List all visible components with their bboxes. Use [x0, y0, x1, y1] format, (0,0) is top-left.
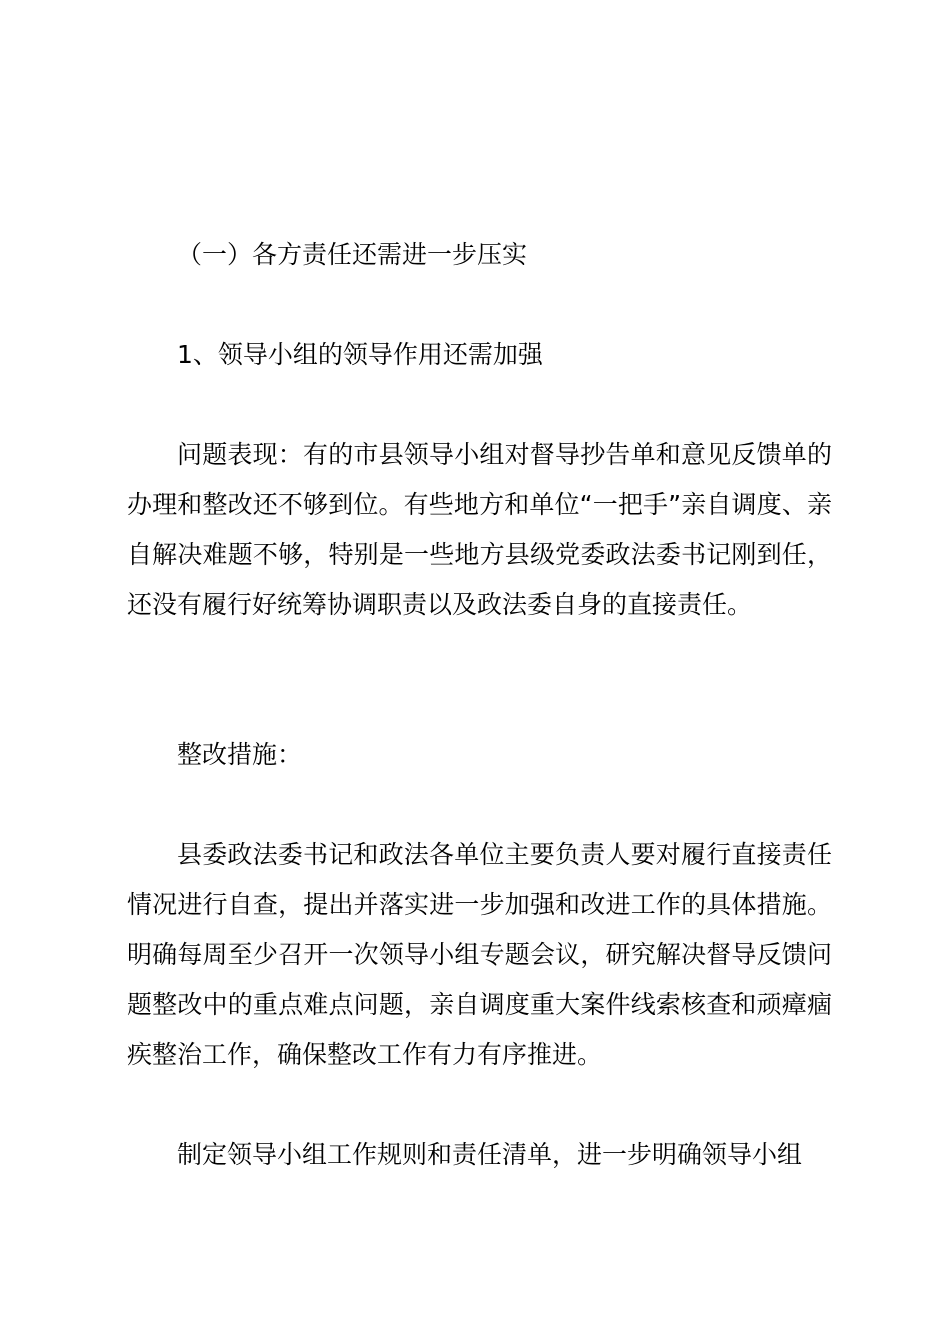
- problem-paragraph: 问题表现：有的市县领导小组对督导抄告单和意见反馈单的办理和整改还不够到位。有些地方和单位“一把手”亲自调度、亲自解决难题不够，特别是一些地方县级党委政法委书记刚到任，还没有履行好统筹协调职责以及政法委自身的直接责任。: [127, 440, 832, 619]
- subsection-heading: 1、领导小组的领导作用还需加强: [177, 340, 543, 369]
- measures-paragraph-2: 制定领导小组工作规则和责任清单，进一步明确领导小组: [177, 1140, 803, 1169]
- section-heading: （一）各方责任还需进一步压实: [177, 240, 528, 269]
- measures-heading: 整改措施：: [177, 740, 303, 769]
- measures-paragraph-1: 县委政法委书记和政法各单位主要负责人要对履行直接责任情况进行自查，提出并落实进一步加强和改进工作的具体措施。明确每周至少召开一次领导小组专题会议，研究解决督导反馈问题整改中的重点难点问题，亲自调度重大案件线索核查和顽瘴痼疾整治工作，确保整改工作有力有序推进。: [127, 840, 832, 1069]
